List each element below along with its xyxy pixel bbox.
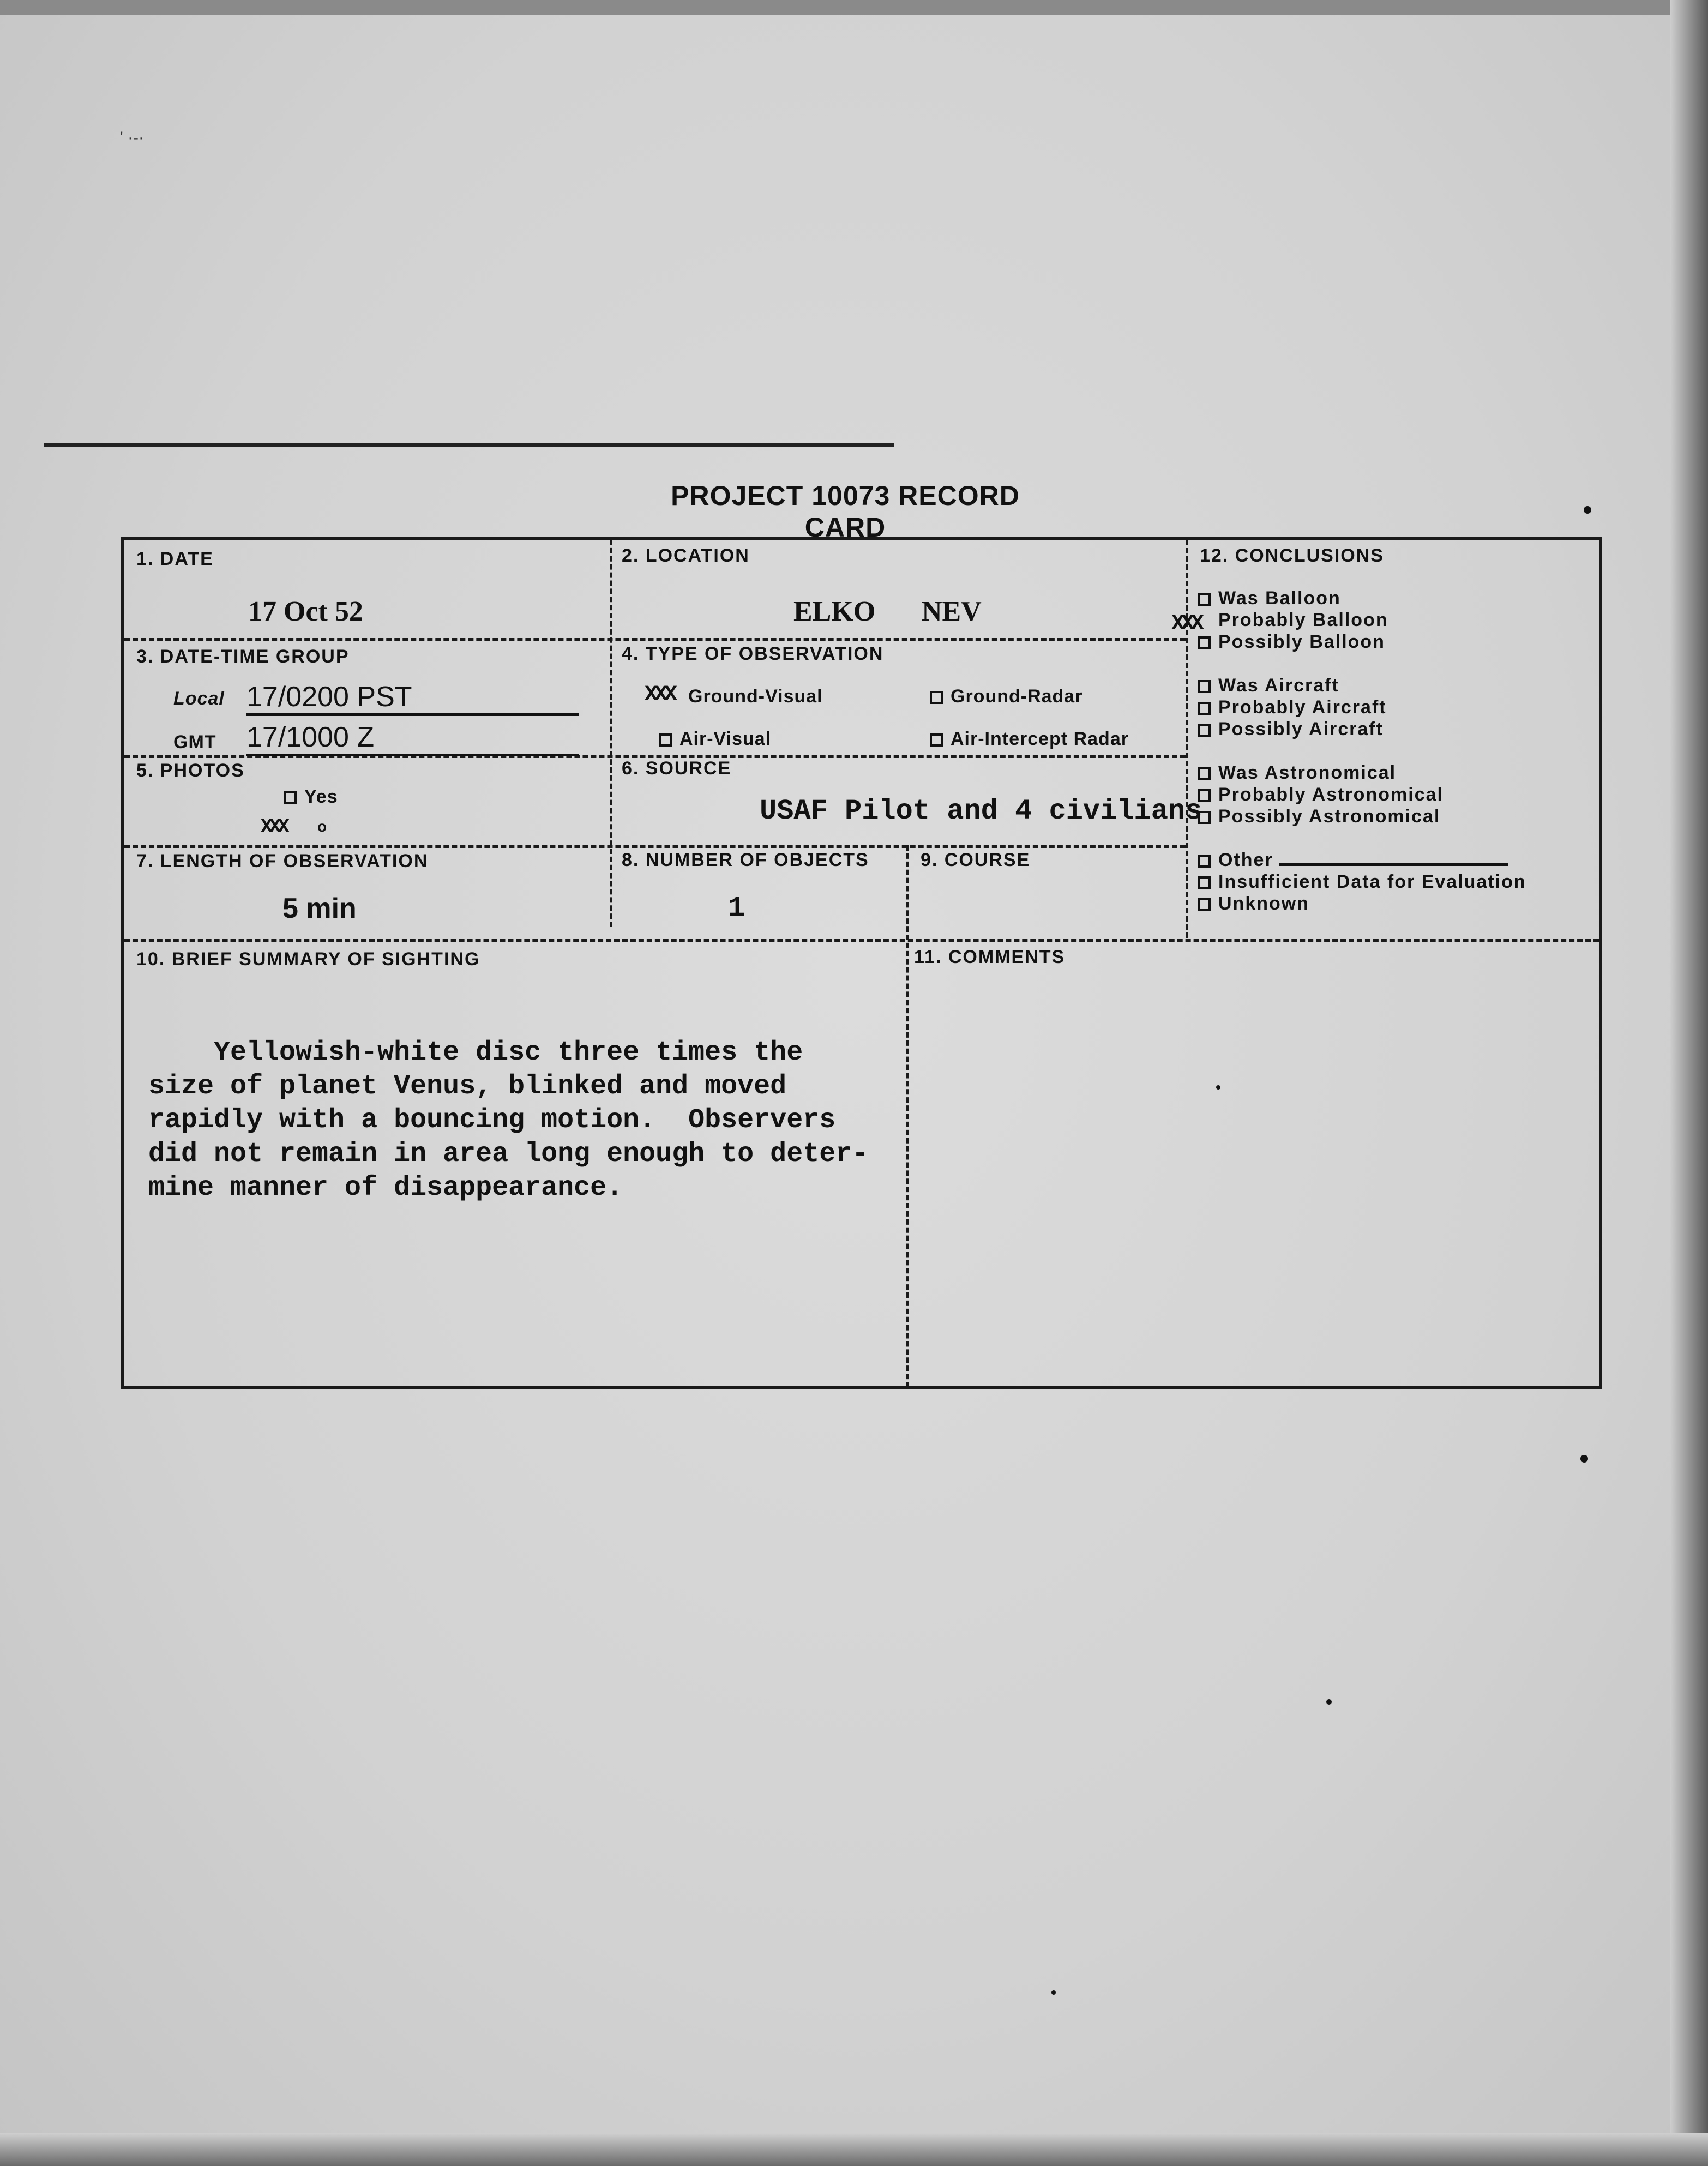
card-title: PROJECT 10073 RECORD CARD	[671, 480, 1020, 543]
location-label: 2. LOCATION	[622, 545, 750, 566]
checkbox-icon	[1198, 593, 1211, 606]
type-air-intercept-radar: Air-Intercept Radar	[930, 729, 1129, 750]
dtg-local-value: 17/0200 PST	[246, 681, 579, 716]
photos-yes: Yes	[284, 786, 338, 808]
checkbox-icon	[284, 791, 297, 804]
conclusion-was-aircraft: Was Aircraft	[1198, 675, 1339, 696]
conclusions-label: 12. CONCLUSIONS	[1200, 545, 1384, 566]
photos-no-mark: XXX	[261, 816, 286, 838]
conclusion-probably-astronomical: Probably Astronomical	[1198, 784, 1444, 805]
checkbox-icon	[1198, 702, 1211, 715]
row-line-3	[124, 845, 1186, 848]
dtg-gmt-label: GMT	[173, 732, 216, 753]
row-line-4	[124, 939, 1599, 942]
checkbox-icon	[659, 733, 672, 747]
date-label: 1. DATE	[136, 549, 214, 569]
conclusion-possibly-astronomical: Possibly Astronomical	[1198, 806, 1440, 827]
checkbox-icon	[930, 733, 943, 747]
dtg-local-label: Local	[173, 688, 225, 709]
conclusions-mark: XXX	[1171, 612, 1201, 636]
checkbox-icon	[1198, 876, 1211, 889]
conclusion-other: Other	[1198, 850, 1508, 871]
divider-left	[610, 540, 612, 927]
type-mark: XXX	[645, 683, 675, 707]
speck-dot	[1051, 1990, 1056, 1995]
scan-edge-bottom	[0, 2133, 1708, 2166]
dtg-gmt-value: 17/1000 Z	[246, 721, 579, 756]
conclusion-was-balloon: Was Balloon	[1198, 588, 1341, 609]
checkbox-icon	[1198, 636, 1211, 649]
conclusion-unknown: Unknown	[1198, 893, 1309, 914]
location-city: ELKO	[793, 596, 876, 627]
checkbox-icon	[1198, 767, 1211, 780]
length-label: 7. LENGTH OF OBSERVATION	[136, 851, 429, 871]
speck-dot	[1580, 1455, 1588, 1463]
photos-label: 5. PHOTOS	[136, 760, 245, 781]
length-value: 5 min	[282, 893, 357, 924]
checkbox-icon	[930, 691, 943, 704]
conclusion-possibly-balloon: Possibly Balloon	[1198, 631, 1385, 653]
conclusion-possibly-aircraft: Possibly Aircraft	[1198, 719, 1384, 740]
type-air-visual: Air-Visual	[659, 729, 771, 750]
dtg-label: 3. DATE-TIME GROUP	[136, 646, 350, 667]
speck-dot	[1326, 1699, 1332, 1705]
course-label: 9. COURSE	[921, 850, 1031, 870]
objects-label: 8. NUMBER OF OBJECTS	[622, 850, 869, 870]
scan-edge-right	[1670, 0, 1708, 2166]
checkbox-icon	[1198, 724, 1211, 737]
summary-label: 10. BRIEF SUMMARY OF SIGHTING	[136, 949, 480, 970]
summary-text: Yellowish-white disc three times the size of planet Venus, blinked and moved rapidly with a bouncing motion. Observers did not remain in area long enough to deter- mine manner of disappearance.	[148, 1037, 869, 1204]
location-state: NEV	[922, 596, 982, 627]
divider-right	[1186, 540, 1188, 938]
comments-label: 11. COMMENTS	[914, 947, 1066, 967]
checkbox-icon	[1198, 811, 1211, 824]
conclusion-insufficient-data: Insufficient Data for Evaluation	[1198, 871, 1526, 893]
top-rule	[44, 443, 894, 447]
type-ground-radar: Ground-Radar	[930, 686, 1082, 707]
conclusion-probably-aircraft: Probably Aircraft	[1198, 697, 1387, 718]
row-line-1	[124, 638, 1186, 641]
conclusion-probably-balloon: Probably Balloon	[1218, 610, 1388, 630]
scan-edge-top	[0, 0, 1708, 15]
type-ground-visual: Ground-Visual	[688, 686, 823, 707]
checkbox-icon	[1198, 789, 1211, 802]
source-label: 6. SOURCE	[622, 758, 732, 779]
type-label: 4. TYPE OF OBSERVATION	[622, 643, 884, 664]
source-value: USAF Pilot and 4 civilians	[760, 795, 1202, 827]
other-blank-line	[1279, 863, 1508, 866]
date-value: 17 Oct 52	[248, 596, 363, 627]
speck-dot	[1216, 1085, 1220, 1090]
checkbox-icon	[1198, 680, 1211, 693]
checkbox-icon	[1198, 855, 1211, 868]
photos-no-suffix: o	[317, 818, 328, 835]
speck: ' ·-·	[120, 129, 145, 147]
objects-value: 1	[728, 892, 745, 924]
conclusion-was-astronomical: Was Astronomical	[1198, 762, 1396, 784]
checkbox-icon	[1198, 898, 1211, 911]
speck-dot	[1584, 506, 1591, 514]
